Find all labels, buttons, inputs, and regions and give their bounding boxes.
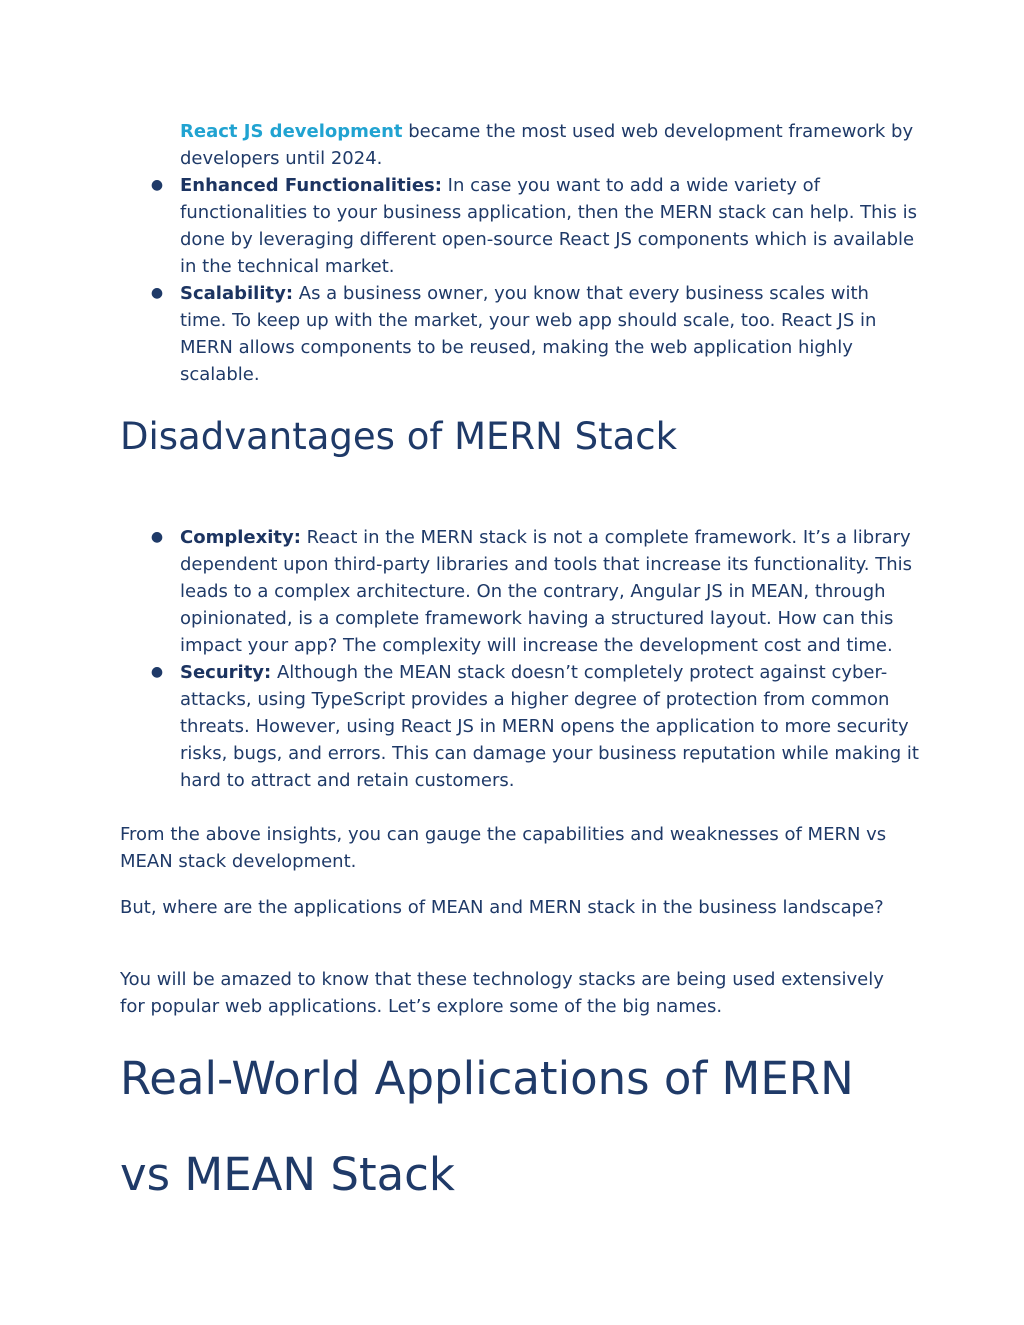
list-item	[0, 659, 920, 794]
list-item	[0, 172, 920, 280]
bullet-icon: ●	[150, 529, 164, 545]
paragraph-intro: You will be amazed to know that these technology stacks are being used extensively for popular web applications. Let’s explore some of the big names.	[120, 969, 884, 1017]
list-item-text: Although the MEAN stack doesn’t completely protect against cyber-attacks, using TypeScript provides a higher degree of protection from common threats. However, using React JS in MERN opens the application to more security risks, bugs, and errors. This can damage your business reputation while making it hard to attract and retain customers.	[180, 662, 919, 791]
advantages-list	[0, 172, 1024, 388]
applications-heading-line-2: vs MEAN Stack	[120, 1148, 455, 1201]
applications-heading-line-1: Real-World Applications of MERN	[120, 1052, 854, 1105]
list-item-term: Enhanced Functionalities:	[180, 175, 442, 196]
disadvantages-heading: Disadvantages of MERN Stack	[120, 415, 678, 458]
disadvantages-list	[0, 524, 1024, 794]
list-item-text: In case you want to add a wide variety of functionalities to your business application, then the MERN stack can help. This is done by leveraging different open-source React JS components which is available in the technical market.	[180, 175, 918, 277]
paragraph-question: But, where are the applications of MEAN and MERN stack in the business landscape?	[120, 897, 884, 918]
list-item-term: Complexity:	[180, 527, 301, 548]
list-item	[0, 524, 920, 659]
list-item-text: As a business owner, you know that every business scales with time. To keep up with the market, your web app should scale, too. React JS in MERN allows components to be reused, making the web application highly scalable.	[180, 283, 877, 385]
react-js-development-link[interactable]: React JS development	[180, 121, 403, 142]
list-item-term: Scalability:	[180, 283, 294, 304]
list-item-term: Security:	[180, 662, 272, 683]
bullet-icon: ●	[150, 177, 164, 193]
list-item-text: React in the MERN stack is not a complete framework. It’s a library dependent upon third-party libraries and tools that increase its functionality. This leads to a complex architecture. On the contrary, Angular JS in MEAN, through opinionated, is a complete framework having a structured layout. How can this impact your app? The complexity will increase the development cost and time.	[180, 527, 912, 656]
paragraph-insights: From the above insights, you can gauge the capabilities and weaknesses of MERN vs MEAN stack development.	[120, 824, 887, 872]
continuation-text: became the most used web development framework by developers until 2024.	[180, 121, 914, 169]
list-item	[0, 280, 920, 388]
continuation-paragraph	[180, 118, 920, 172]
bullet-icon: ●	[150, 285, 164, 301]
bullet-icon: ●	[150, 664, 164, 680]
